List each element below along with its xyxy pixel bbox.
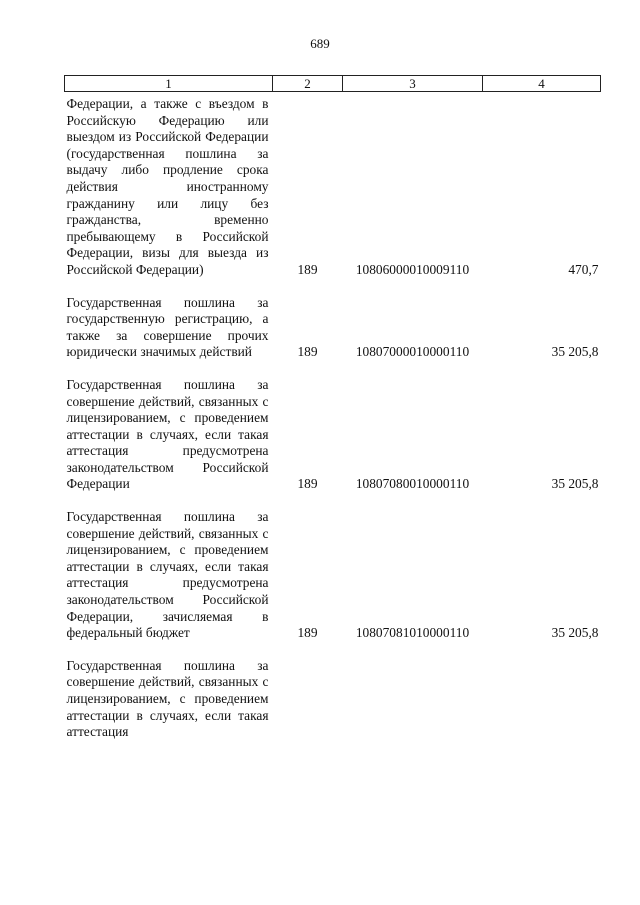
- row-revenue-code: 10807081010000110: [355, 625, 470, 641]
- table-row: [65, 92, 601, 279]
- row-amount: [483, 642, 601, 741]
- table-row: [65, 493, 601, 642]
- row-admin-code: 189: [297, 344, 318, 360]
- row-admin-code: 189: [297, 476, 318, 492]
- row-amount: 35 205,8: [551, 344, 599, 360]
- column-header-3: 3: [343, 76, 483, 92]
- row-description: Государственная пошлина за совершение действий, связанных с лицензированием, с проведением аттестации в случаях, если такая аттестация предусмотрена законодательством Российской Федерации: [66, 376, 269, 492]
- column-header-4: 4: [483, 76, 601, 92]
- row-description: Федерации, а также с въездом в Российскую Федерацию или выездом из Российской Федерации (государственная пошлина за выдачу либо продление срока действия иностранному гражданину или лицу без гражданства, временно пребывающему в Российской Федерации, визы для выезда из Российской Федерации): [66, 96, 269, 277]
- page-number: 689: [310, 36, 330, 51]
- row-admin-code: [273, 642, 343, 741]
- table-header: [65, 76, 601, 92]
- row-amount: 470,7: [568, 261, 599, 277]
- row-description: Государственная пошлина за совершение действий, связанных с лицензированием, с проведением аттестации в случаях, если такая аттестация: [66, 657, 269, 740]
- column-header-2: 2: [273, 76, 343, 92]
- budget-revenue-table: [64, 75, 601, 741]
- row-description: Государственная пошлина за совершение действий, связанных с лицензированием, с проведением аттестации в случаях, если такая аттестация предусмотрена законодательством Российской Федерации, зачисляемая в федеральный бюджет: [66, 509, 269, 641]
- table-row: [65, 642, 601, 741]
- table-row: [65, 361, 601, 493]
- column-header-1: 1: [65, 76, 273, 92]
- row-amount: 35 205,8: [551, 625, 599, 641]
- row-revenue-code: [343, 642, 483, 741]
- row-revenue-code: 10807080010000110: [355, 476, 470, 492]
- table-body: [65, 92, 601, 741]
- header-row: [65, 76, 601, 92]
- table-row: [65, 279, 601, 361]
- row-admin-code: 189: [297, 625, 318, 641]
- row-description: Государственная пошлина за государственную регистрацию, а также за совершение прочих юридически значимых действий: [66, 294, 269, 360]
- row-revenue-code: 10807000010000110: [355, 344, 470, 360]
- row-amount: 35 205,8: [551, 476, 599, 492]
- row-revenue-code: 10806000010009110: [355, 261, 470, 277]
- row-admin-code: 189: [297, 261, 318, 277]
